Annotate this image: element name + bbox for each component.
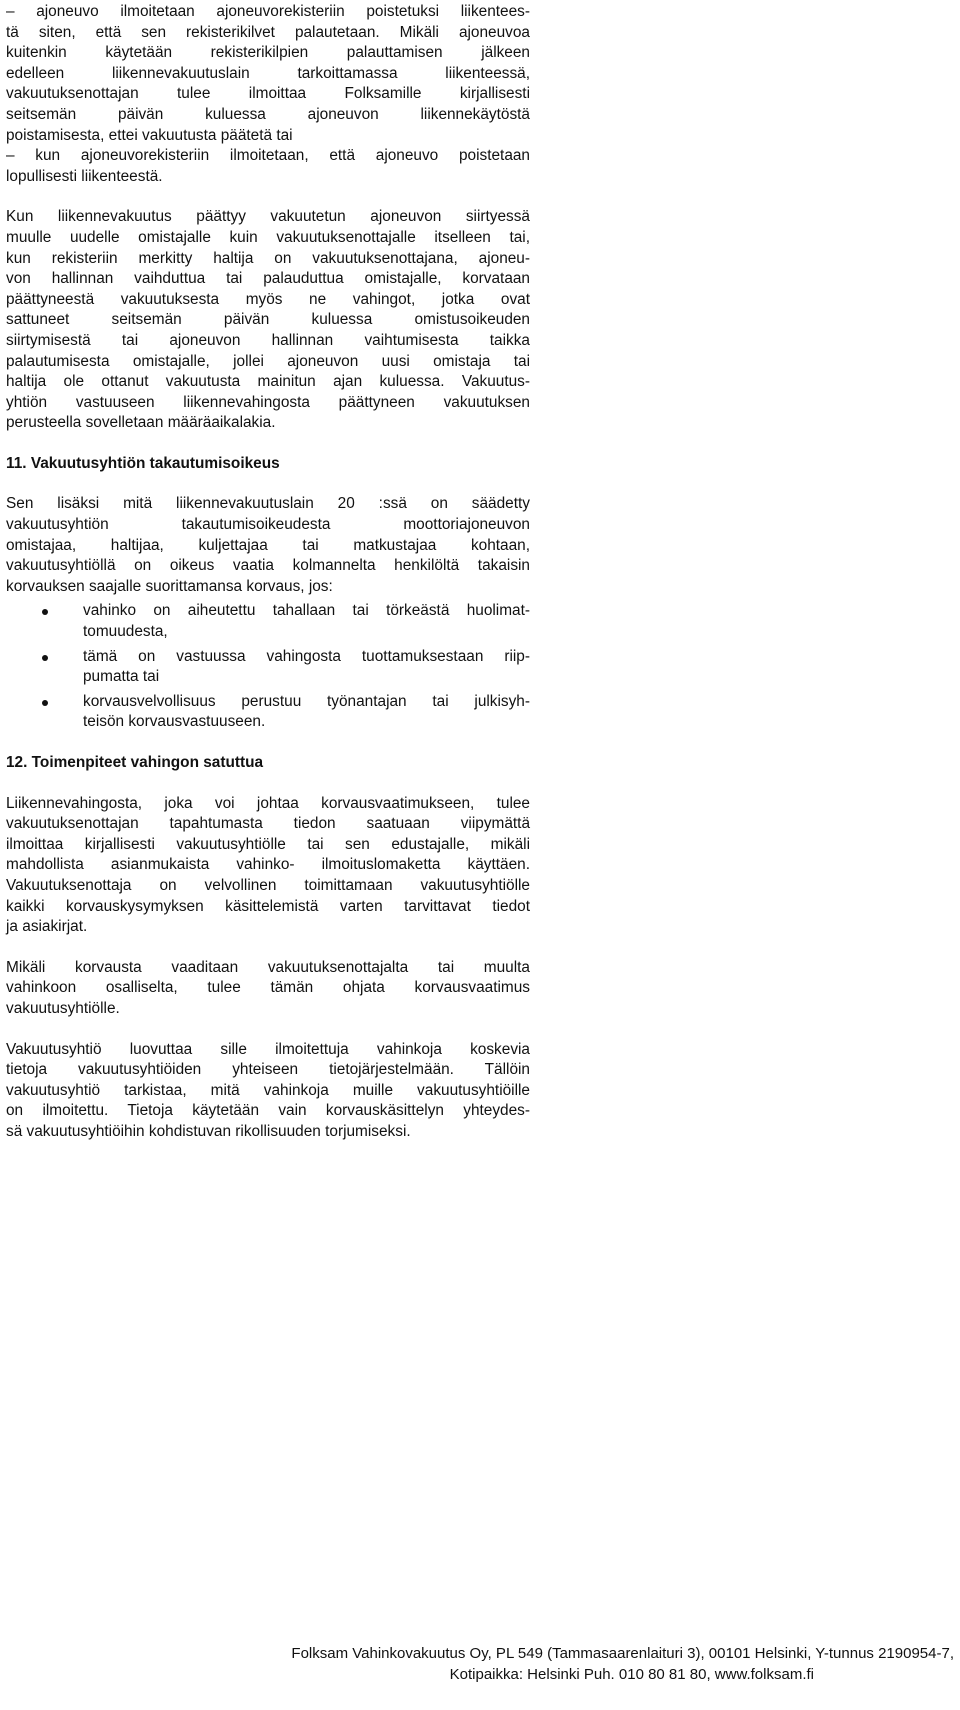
text-line: ja asiakirjat. — [6, 918, 88, 936]
text-line: vakuutusyhtiön takautumisoikeudesta moottoriajoneuvon — [6, 516, 530, 534]
section-12-heading: 12. Toimenpiteet vahingon satuttua — [6, 754, 264, 771]
text-line: ilmoittaa kirjallisesti vakuutusyhtiölle tai sen edustajalle, mikäli — [6, 835, 530, 853]
text-line: kuitenkin käytetään rekisterikilpien palauttamisen jälkeen — [6, 44, 530, 62]
bullet-icon — [42, 655, 48, 661]
text-line: perusteella sovelletaan määräaikalakia. — [6, 414, 276, 432]
bullet-icon — [42, 609, 48, 615]
section-12-paragraph-2 — [6, 958, 530, 1020]
text-line: korvauksen saajalle suorittamansa korvaus, jos: — [6, 577, 333, 595]
text-line: vakuutusyhtiöllä on oikeus vaatia kolmannelta henkilöltä takaisin — [6, 557, 530, 575]
text-line: haltija ole ottanut vakuutusta mainitun ajan kuluessa. Vakuutus- — [6, 373, 530, 391]
text-line: vakuutuksenottajan tulee ilmoittaa Folksamille kirjallisesti — [6, 85, 530, 103]
text-line: siirtymisestä tai ajoneuvon hallinnan vaihtumisesta taikka — [6, 331, 530, 349]
text-line: seitsemän päivän kuluessa ajoneuvon liikennekäytöstä — [6, 105, 530, 123]
text-line: tämä on vastuussa vahingosta tuottamuksestaan riip- — [83, 647, 530, 665]
text-line: – ajoneuvo ilmoitetaan ajoneuvorekisteriin poistetuksi liikentees- — [6, 3, 530, 20]
text-line: muulle uudelle omistajalle kuin vakuutuksenottajalle itselleen tai, — [6, 228, 530, 246]
recourse-conditions-list — [6, 601, 530, 733]
text-line: Vakuutuksenottaja on velvollinen toimittamaan vakuutusyhtiölle — [6, 876, 530, 894]
text-line: tä siten, että sen rekisterikilvet palautetaan. Mikäli ajoneuvoa — [6, 23, 530, 41]
text-line: korvausvelvollisuus perustuu työnantajan tai julkisyh- — [83, 692, 530, 710]
footer-contact-line: Kotipaikka: Helsinki Puh. 010 80 81 80, www.folksam.fi — [449, 1666, 814, 1683]
text-line: kun rekisteriin merkitty haltija on vakuutuksenottajana, ajoneu- — [6, 249, 530, 267]
text-line: edelleen liikennevakuutuslain tarkoittamassa liikenteessä, — [6, 64, 530, 82]
text-line: Kun liikennevakuutus päättyy vakuutetun ajoneuvon siirtyessä — [6, 208, 530, 226]
document-body — [6, 2, 530, 1163]
page-footer — [14, 1643, 954, 1685]
section-11-heading: 11. Vakuutusyhtiön takautumisoikeus — [6, 454, 280, 472]
intro-paragraph — [6, 2, 530, 187]
text-line: teisön korvausvastuuseen. — [83, 713, 266, 731]
bullet-icon — [42, 700, 48, 706]
list-item — [6, 647, 530, 688]
text-line: pumatta tai — [83, 668, 160, 686]
text-line: von hallinnan vaihduttua tai palauduttua omistajalle, korvataan — [6, 270, 530, 288]
text-line: tietoja vakuutusyhtiöiden yhteiseen tietojärjestelmään. Tällöin — [6, 1061, 530, 1079]
text-line: poistamisesta, ettei vakuutusta päätetä tai — [6, 126, 293, 144]
text-line: vahinkoon osalliselta, tulee tämän ohjata korvausvaatimus — [6, 979, 530, 997]
text-line: kaikki korvauskysymyksen käsittelemistä varten tarvittavat tiedot — [6, 897, 530, 915]
text-line: Vakuutusyhtiö luovuttaa sille ilmoitettuja vahinkoja koskevia — [6, 1040, 530, 1058]
text-line: sä vakuutusyhtiöihin kohdistuvan rikollisuuden torjumiseksi. — [6, 1122, 411, 1140]
text-line: Mikäli korvausta vaaditaan vakuutuksenottajalta tai muulta — [6, 958, 530, 976]
text-line: – kun ajoneuvorekisteriin ilmoitetaan, että ajoneuvo poistetaan — [6, 147, 530, 165]
text-line: vakuutusyhtiölle. — [6, 999, 120, 1017]
text-line: sattuneet seitsemän päivän kuluessa omistusoikeuden — [6, 311, 530, 329]
text-line: mahdollista asianmukaista vahinko- ilmoituslomaketta käyttäen. — [6, 856, 530, 874]
footer-company-line: Folksam Vahinkovakuutus Oy, PL 549 (Tammasaarenlaituri 3), 00101 Helsinki, Y-tunnus 2190954-7, — [291, 1645, 954, 1662]
text-line: Sen lisäksi mitä liikennevakuutuslain 20 :ssä on säädetty — [6, 495, 530, 513]
section-12-paragraph-1 — [6, 794, 530, 938]
vehicle-transfer-paragraph — [6, 207, 530, 434]
text-line: vahinko on aiheutettu tahallaan tai törkeästä huolimat- — [83, 602, 530, 620]
list-item — [6, 601, 530, 642]
text-line: on ilmoitettu. Tietoja käytetään vain korvauskäsittelyn yhteydes- — [6, 1102, 530, 1120]
section-12-paragraph-3 — [6, 1040, 530, 1143]
text-line: palautumisesta omistajalle, jollei ajoneuvon uusi omistaja tai — [6, 352, 530, 370]
text-line: päättyneestä vakuutuksesta myös ne vahingot, jotka ovat — [6, 290, 530, 308]
text-line: Liikennevahingosta, joka voi johtaa korvausvaatimukseen, tulee — [6, 794, 530, 812]
text-line: tomuudesta, — [83, 623, 168, 641]
text-line: yhtiön vastuuseen liikennevahingosta päättyneen vakuutuksen — [6, 393, 530, 411]
text-line: omistajaa, haltijaa, kuljettajaa tai matkustajaa kohtaan, — [6, 536, 530, 554]
text-line: vakuutuksenottajan tapahtumasta tiedon saatuaan viipymättä — [6, 815, 530, 833]
section-11-paragraph — [6, 494, 530, 597]
text-line: vakuutusyhtiö tarkistaa, mitä vahinkoja muille vakuutusyhtiöille — [6, 1081, 530, 1099]
text-line: lopullisesti liikenteestä. — [6, 167, 163, 185]
list-item — [6, 692, 530, 733]
